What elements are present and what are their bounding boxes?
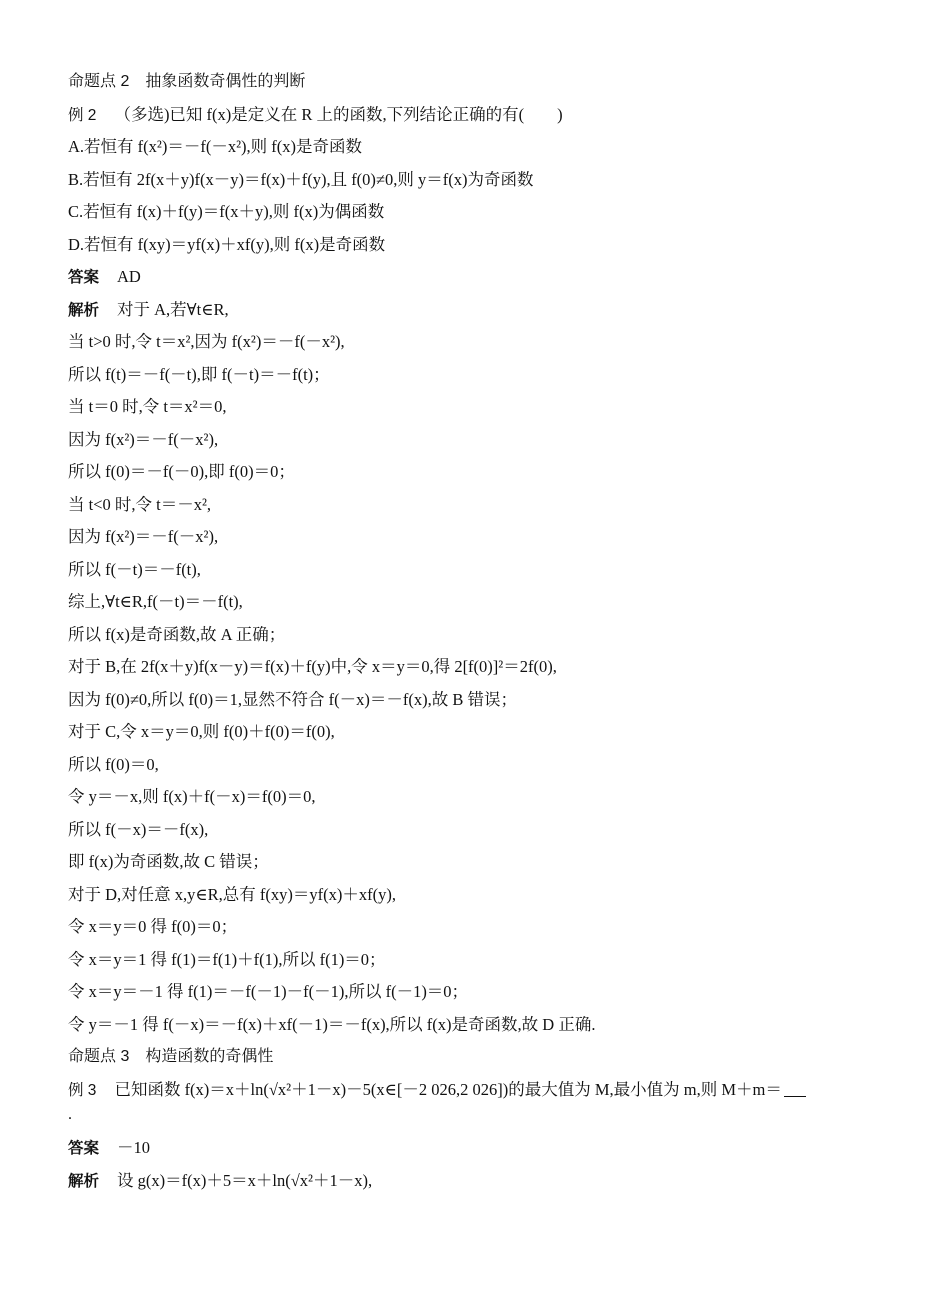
analysis-first-line-3: 设 g(x)＝f(x)＋5＝x＋ln(√x²＋1－x), — [117, 1170, 373, 1190]
analysis-line: 因为 f(x²)＝－f(－x²), — [68, 429, 219, 449]
analysis-label: 解析 — [68, 301, 100, 319]
answer-value-3: －10 — [117, 1138, 151, 1157]
option-a: A.若恒有 f(x²)＝－f(－x²),则 f(x)是奇函数 — [68, 137, 363, 156]
analysis-line: 令 y＝－x,则 f(x)＋f(－x)＝f(0)＝0, — [68, 787, 316, 806]
analysis-line: 当 t＝0 时,令 t＝x²＝0, — [68, 397, 227, 416]
section-heading-2: 命题点 2 抽象函数奇偶性的判断 — [68, 73, 306, 90]
analysis-line: 因为 f(0)≠0,所以 f(0)＝1,显然不符合 f(－x)＝－f(x),故 B 错误； — [68, 689, 517, 709]
answer-value: AD — [117, 267, 141, 286]
option-d: D.若恒有 f(xy)＝yf(x)＋xf(y),则 f(x)是奇函数 — [68, 234, 386, 254]
example-2-label: 例 2 — [68, 106, 97, 124]
analysis-row — [68, 294, 888, 327]
answer-blank — [784, 1078, 806, 1097]
analysis-line: 所以 f(－t)＝－f(t), — [68, 559, 201, 579]
example-2-text: （多选)已知 f(x)是定义在 R 上的函数,下列结论正确的有( ) — [114, 104, 563, 124]
analysis-line: 对于 D,对任意 x,y∈R,总有 f(xy)＝yf(x)＋xf(y), — [68, 884, 396, 904]
analysis-line: 即 f(x)为奇函数,故 C 错误； — [68, 852, 269, 871]
example-3-stem — [68, 1074, 888, 1107]
analysis-line: 所以 f(t)＝－f(－t),即 f(－t)＝－f(t)； — [68, 364, 330, 384]
analysis-line: 当 t<0 时,令 t＝－x², — [68, 494, 212, 514]
analysis-first-line: 对于 A,若∀t∈R, — [117, 299, 229, 319]
analysis-line: 令 x＝y＝0 得 f(0)＝0； — [68, 917, 238, 936]
analysis-row-3 — [68, 1165, 888, 1198]
answer-row-3 — [68, 1132, 888, 1165]
answer-label: 答案 — [68, 269, 100, 286]
answer-row — [68, 261, 888, 294]
analysis-line: 令 x＝y＝－1 得 f(1)＝－f(－1)－f(－1),所以 f(－1)＝0； — [68, 982, 469, 1001]
analysis-line: 因为 f(x²)＝－f(－x²), — [68, 527, 219, 546]
analysis-line: 令 x＝y＝1 得 f(1)＝f(1)＋f(1),所以 f(1)＝0； — [68, 949, 386, 969]
example-3-stem-end: . — [68, 1106, 72, 1123]
option-c: C.若恒有 f(x)＋f(y)＝f(x＋y),则 f(x)为偶函数 — [68, 202, 385, 221]
analysis-label-3: 解析 — [68, 1172, 100, 1190]
analysis-line: 综上,∀t∈R,f(－t)＝－f(t), — [68, 592, 243, 611]
analysis-line: 对于 B,在 2f(x＋y)f(x－y)＝f(x)＋f(y)中,令 x＝y＝0,得 2[f(0)]²＝2f(0), — [68, 657, 557, 676]
answer-label-3: 答案 — [68, 1140, 100, 1157]
analysis-line: 所以 f(0)＝0, — [68, 754, 159, 774]
option-b: B.若恒有 2f(x＋y)f(x－y)＝f(x)＋f(y),且 f(0)≠0,则 y＝f(x)为奇函数 — [68, 169, 534, 189]
analysis-line: 所以 f(0)＝－f(－0),即 f(0)＝0； — [68, 462, 295, 481]
analysis-line: 所以 f(x)是奇函数,故 A 正确； — [68, 624, 286, 644]
example-3-text: 已知函数 f(x)＝x＋ln(√x²＋1－x)－5(x∈[－2 026,2 026])的最大值为 M,最小值为 m,则 M＋m＝ — [114, 1079, 782, 1099]
example-2-stem — [68, 99, 888, 132]
analysis-line: 对于 C,令 x＝y＝0,则 f(0)＋f(0)＝f(0), — [68, 722, 335, 741]
example-3-label: 例 3 — [68, 1081, 97, 1099]
section-heading-3: 命题点 3 构造函数的奇偶性 — [68, 1048, 274, 1065]
analysis-line: 当 t>0 时,令 t＝x²,因为 f(x²)＝－f(－x²), — [68, 332, 345, 351]
analysis-line: 所以 f(－x)＝－f(x), — [68, 819, 209, 839]
analysis-line: 令 y＝－1 得 f(－x)＝－f(x)＋xf(－1)＝－f(x),所以 f(x)是奇函数,故 D 正确. — [68, 1014, 596, 1034]
document-page — [68, 66, 888, 1197]
